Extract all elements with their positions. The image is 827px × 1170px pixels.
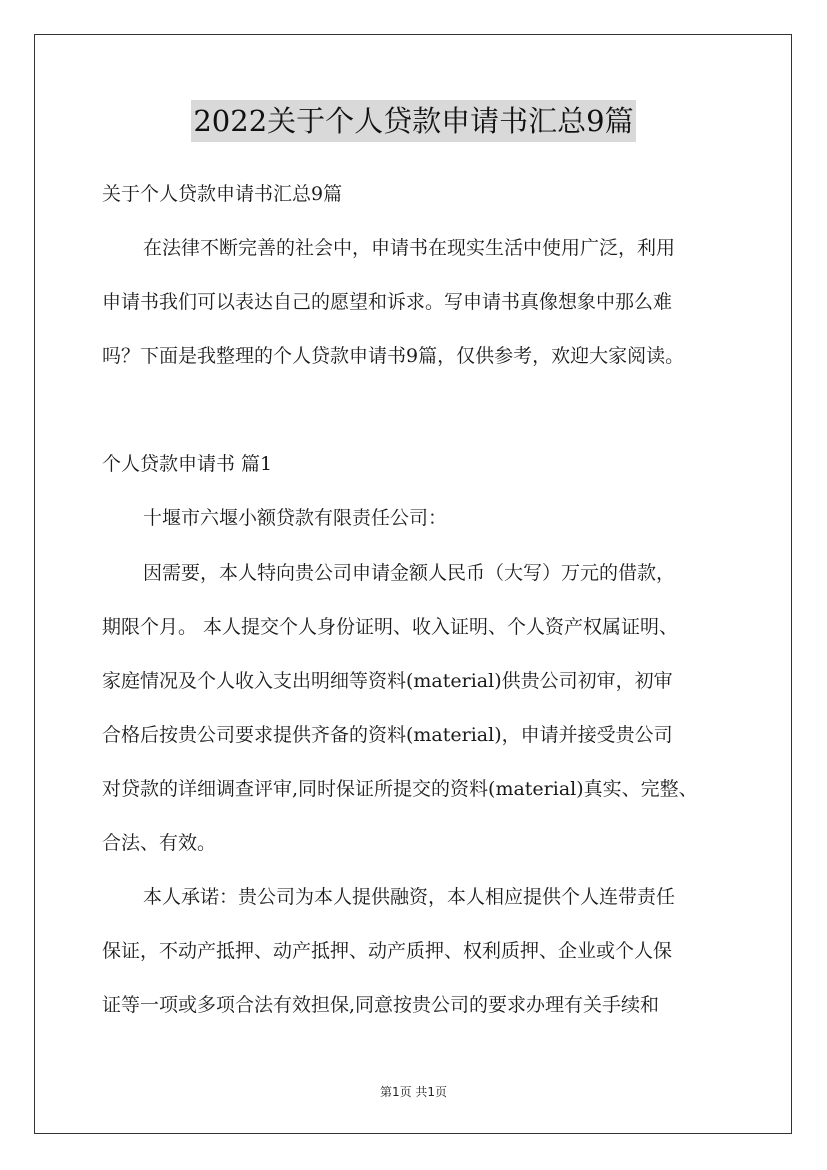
- document-subtitle: 关于个人贷款申请书汇总9篇: [102, 183, 343, 205]
- section-heading: 个人贷款申请书 篇1: [102, 453, 273, 475]
- paragraph1-line-3: 家庭情况及个人收入支出明细等资料(material)供贵公司初审，初审: [102, 670, 673, 692]
- intro-line-3: 吗？下面是我整理的个人贷款申请书9篇，仅供参考，欢迎大家阅读。: [102, 345, 685, 367]
- salutation: 十堰市六堰小额贷款有限责任公司：: [143, 507, 448, 529]
- paragraph2-line-1: 本人承诺：贵公司为本人提供融资，本人相应提供个人连带责任: [143, 886, 676, 908]
- document-title: 2022关于个人贷款申请书汇总9篇: [191, 100, 635, 142]
- paragraph1-line-2: 期限个月。 本人提交个人身份证明、收入证明、个人资产权属证明、: [102, 616, 679, 638]
- intro-line-2: 申请书我们可以表达自己的愿望和诉求。写申请书真像想象中那么难: [102, 291, 673, 313]
- paragraph2-line-2: 保证，不动产抵押、动产抵押、动产质押、权利质押、企业或个人保: [102, 940, 673, 962]
- paragraph1-line-1: 因需要，本人特向贵公司申请金额人民币（大写）万元的借款，: [143, 562, 676, 584]
- paragraph2-line-3: 证等一项或多项合法有效担保,同意按贵公司的要求办理有关手续和: [102, 994, 660, 1016]
- paragraph1-line-6: 合法、有效。: [102, 832, 217, 854]
- paragraph1-line-4: 合格后按贵公司要求提供齐备的资料(material)，申请并接受贵公司: [102, 724, 673, 746]
- title-container: [0, 100, 827, 142]
- paragraph1-line-5: 对贷款的详细调查评审,同时保证所提交的资料(material)真实、完整、: [102, 778, 698, 800]
- page-number-footer: 第1页 共1页: [379, 1085, 448, 1099]
- intro-line-1: 在法律不断完善的社会中，申请书在现实生活中使用广泛，利用: [143, 237, 676, 259]
